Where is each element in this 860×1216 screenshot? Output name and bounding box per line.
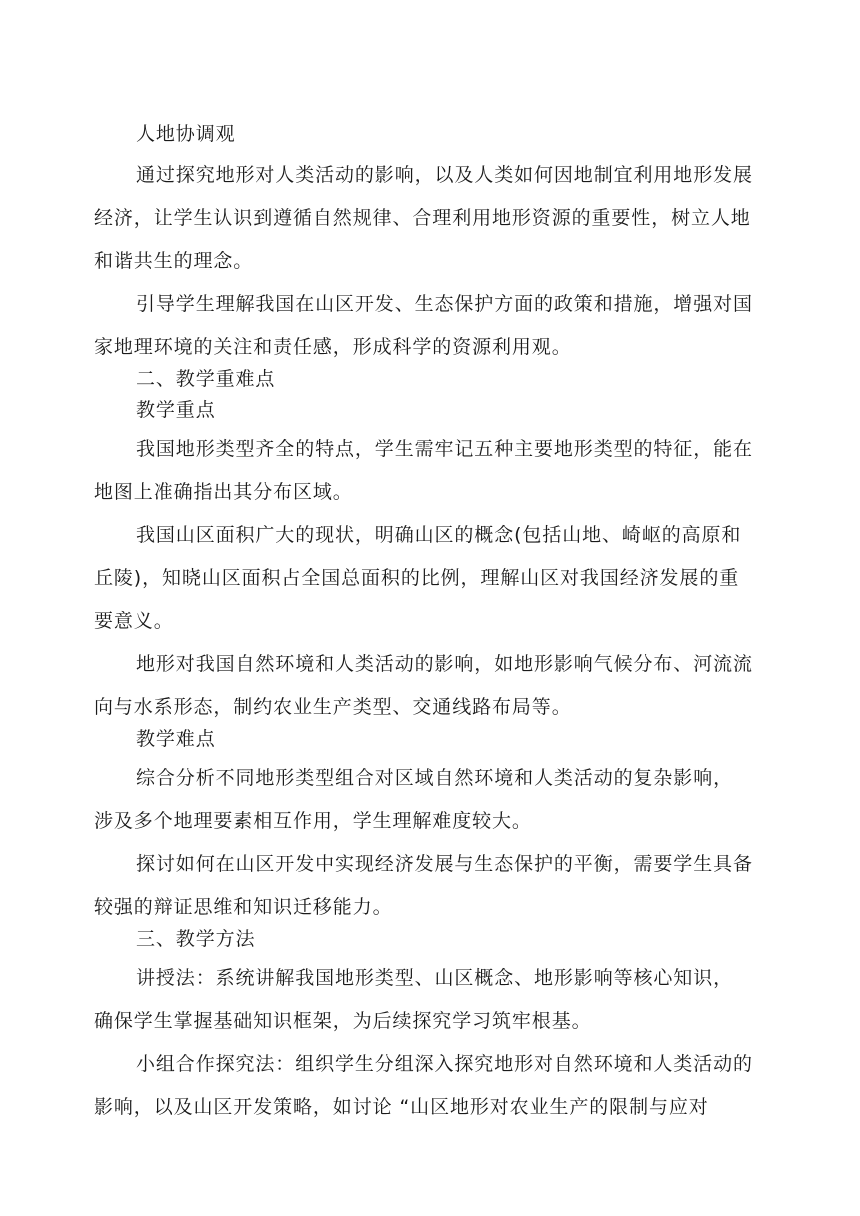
paragraph-line: 小组合作探究法：组织学生分组深入探究地形对自然环境和人类活动的 xyxy=(136,1053,753,1075)
paragraph-line: 我国地形类型齐全的特点，学生需牢记五种主要地形类型的特征，能在 xyxy=(136,438,753,460)
paragraph-line: 地形对我国自然环境和人类活动的影响，如地形影响气候分布、河流流 xyxy=(136,653,753,675)
paragraph-line: 较强的辩证思维和知识迁移能力。 xyxy=(94,896,393,918)
paragraph-line: 综合分析不同地形类型组合对区域自然环境和人类活动的复杂影响， xyxy=(136,767,734,789)
paragraph-line: 丘陵)，知晓山区面积占全国总面积的比例，理解山区对我国经济发展的重 xyxy=(94,567,740,589)
paragraph-line: 家地理环境的关注和责任感，形成科学的资源利用观。 xyxy=(94,336,572,358)
section-subheading: 教学难点 xyxy=(136,728,216,750)
paragraph-line: 影响，以及山区开发策略，如讨论 “山区地形对农业生产的限制与应对 xyxy=(94,1096,709,1118)
paragraph-line: 我国山区面积广大的现状，明确山区的概念(包括山地、崎岖的高原和 xyxy=(136,524,742,546)
paragraph-line: 确保学生掌握基础知识框架，为后续探究学习筑牢根基。 xyxy=(94,1010,592,1032)
paragraph-line: 和谐共生的理念。 xyxy=(94,250,254,272)
section-heading: 二、教学重难点 xyxy=(136,368,276,390)
paragraph-line: 要意义。 xyxy=(94,610,174,632)
paragraph-line: 向与水系形态，制约农业生产类型、交通线路布局等。 xyxy=(94,696,572,718)
paragraph-line: 地图上准确指出其分布区域。 xyxy=(94,481,353,503)
section-heading: 三、教学方法 xyxy=(136,928,256,950)
paragraph-line: 经济，让学生认识到遵循自然规律、合理利用地形资源的重要性，树立人地 xyxy=(94,207,751,229)
section-subheading: 教学重点 xyxy=(136,399,216,421)
paragraph-line: 讲授法：系统讲解我国地形类型、山区概念、地形影响等核心知识， xyxy=(136,967,734,989)
paragraph-line: 通过探究地形对人类活动的影响，以及人类如何因地制宜利用地形发展 xyxy=(136,164,753,186)
paragraph-line: 引导学生理解我国在山区开发、生态保护方面的政策和措施，增强对国 xyxy=(136,293,753,315)
paragraph-line: 涉及多个地理要素相互作用，学生理解难度较大。 xyxy=(94,810,532,832)
paragraph-line: 探讨如何在山区开发中实现经济发展与生态保护的平衡，需要学生具备 xyxy=(136,853,753,875)
section-subheading: 人地协调观 xyxy=(136,123,236,145)
